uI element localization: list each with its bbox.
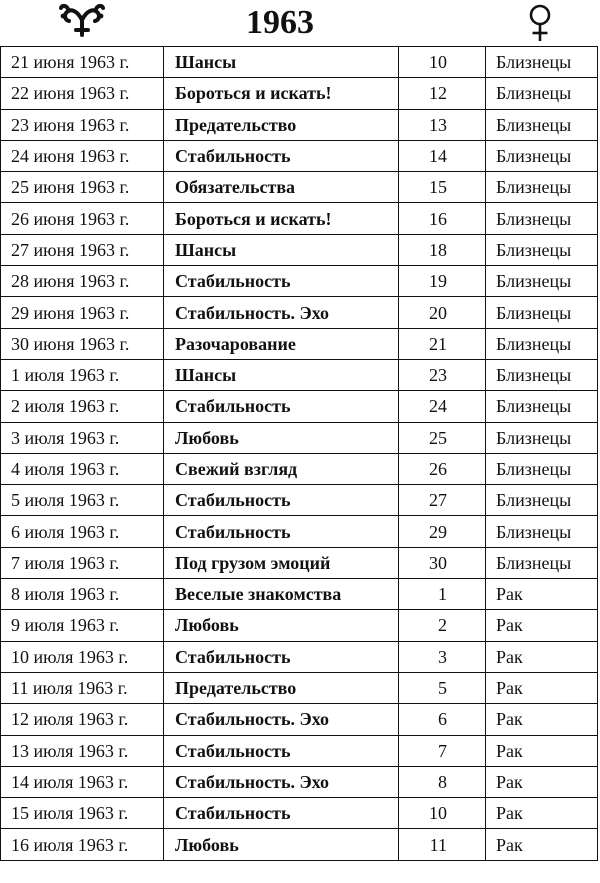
zodiac-sign-cell: Близнецы (486, 359, 598, 390)
number-cell: 25 (399, 422, 486, 453)
theme-cell: Стабильность (164, 798, 399, 829)
date-cell: 22 июня 1963 г. (1, 78, 164, 109)
theme-cell: Стабильность. Эхо (164, 297, 399, 328)
table-body (1, 47, 598, 861)
number-cell: 5 (399, 672, 486, 703)
number-cell: 10 (399, 798, 486, 829)
theme-cell: Разочарование (164, 328, 399, 359)
table-row (1, 672, 598, 703)
theme-cell: Предательство (164, 672, 399, 703)
table-row (1, 140, 598, 171)
date-cell: 7 июля 1963 г. (1, 547, 164, 578)
zodiac-sign-cell: Близнецы (486, 140, 598, 171)
date-cell: 8 июля 1963 г. (1, 579, 164, 610)
number-cell: 11 (399, 829, 486, 860)
number-cell: 30 (399, 547, 486, 578)
theme-cell: Свежий взгляд (164, 453, 399, 484)
date-cell: 28 июня 1963 г. (1, 266, 164, 297)
venus-icon (524, 3, 556, 43)
zodiac-sign-cell: Близнецы (486, 203, 598, 234)
date-cell: 5 июля 1963 г. (1, 485, 164, 516)
table-row (1, 766, 598, 797)
table-row (1, 78, 598, 109)
theme-cell: Стабильность (164, 641, 399, 672)
number-cell: 19 (399, 266, 486, 297)
date-cell: 13 июля 1963 г. (1, 735, 164, 766)
zodiac-sign-cell: Близнецы (486, 547, 598, 578)
number-cell: 1 (399, 579, 486, 610)
theme-cell: Стабильность. Эхо (164, 766, 399, 797)
table-row (1, 359, 598, 390)
zodiac-sign-cell: Рак (486, 766, 598, 797)
number-cell: 26 (399, 453, 486, 484)
zodiac-sign-cell: Близнецы (486, 78, 598, 109)
theme-cell: Стабильность (164, 735, 399, 766)
number-cell: 3 (399, 641, 486, 672)
theme-cell: Любовь (164, 829, 399, 860)
table-row (1, 422, 598, 453)
table-row (1, 516, 598, 547)
date-cell: 11 июля 1963 г. (1, 672, 164, 703)
number-cell: 14 (399, 140, 486, 171)
zodiac-sign-cell: Близнецы (486, 297, 598, 328)
zodiac-sign-cell: Близнецы (486, 172, 598, 203)
zodiac-sign-cell: Рак (486, 610, 598, 641)
table-row (1, 579, 598, 610)
theme-cell: Предательство (164, 109, 399, 140)
number-cell: 21 (399, 328, 486, 359)
theme-cell: Любовь (164, 422, 399, 453)
theme-cell: Стабильность (164, 140, 399, 171)
number-cell: 20 (399, 297, 486, 328)
number-cell: 6 (399, 704, 486, 735)
zodiac-sign-cell: Рак (486, 672, 598, 703)
table-row (1, 391, 598, 422)
theme-cell: Бороться и искать! (164, 203, 399, 234)
theme-cell: Стабильность (164, 391, 399, 422)
zodiac-sign-cell: Близнецы (486, 109, 598, 140)
date-cell: 4 июля 1963 г. (1, 453, 164, 484)
date-cell: 14 июля 1963 г. (1, 766, 164, 797)
number-cell: 8 (399, 766, 486, 797)
zodiac-sign-cell: Близнецы (486, 453, 598, 484)
page-title: 1963 (246, 4, 314, 41)
number-cell: 13 (399, 109, 486, 140)
number-cell: 18 (399, 234, 486, 265)
number-cell: 10 (399, 47, 486, 78)
table-row (1, 610, 598, 641)
zodiac-sign-cell: Рак (486, 829, 598, 860)
number-cell: 29 (399, 516, 486, 547)
theme-cell: Обязательства (164, 172, 399, 203)
number-cell: 2 (399, 610, 486, 641)
date-cell: 9 июля 1963 г. (1, 610, 164, 641)
date-cell: 15 июля 1963 г. (1, 798, 164, 829)
number-cell: 23 (399, 359, 486, 390)
header (0, 0, 600, 46)
theme-cell: Любовь (164, 610, 399, 641)
date-cell: 29 июня 1963 г. (1, 297, 164, 328)
zodiac-sign-cell: Рак (486, 641, 598, 672)
table-row (1, 704, 598, 735)
date-cell: 3 июля 1963 г. (1, 422, 164, 453)
zodiac-sign-cell: Близнецы (486, 422, 598, 453)
date-cell: 24 июня 1963 г. (1, 140, 164, 171)
table-row (1, 453, 598, 484)
theme-cell: Шансы (164, 234, 399, 265)
table-row (1, 735, 598, 766)
table-row (1, 297, 598, 328)
table-row (1, 829, 598, 860)
date-cell: 23 июня 1963 г. (1, 109, 164, 140)
table-row (1, 641, 598, 672)
table-row (1, 798, 598, 829)
date-cell: 25 июня 1963 г. (1, 172, 164, 203)
table-row (1, 234, 598, 265)
theme-cell: Стабильность (164, 266, 399, 297)
zodiac-sign-cell: Близнецы (486, 328, 598, 359)
theme-cell: Под грузом эмоций (164, 547, 399, 578)
number-cell: 12 (399, 78, 486, 109)
zodiac-sign-cell: Близнецы (486, 234, 598, 265)
zodiac-sign-cell: Близнецы (486, 266, 598, 297)
number-cell: 27 (399, 485, 486, 516)
theme-cell: Веселые знакомства (164, 579, 399, 610)
table-row (1, 47, 598, 78)
theme-cell: Бороться и искать! (164, 78, 399, 109)
theme-cell: Шансы (164, 359, 399, 390)
theme-cell: Стабильность (164, 516, 399, 547)
table-row (1, 172, 598, 203)
date-cell: 30 июня 1963 г. (1, 328, 164, 359)
theme-cell: Шансы (164, 47, 399, 78)
number-cell: 16 (399, 203, 486, 234)
theme-cell: Стабильность (164, 485, 399, 516)
date-cell: 2 июля 1963 г. (1, 391, 164, 422)
date-cell: 1 июля 1963 г. (1, 359, 164, 390)
number-cell: 7 (399, 735, 486, 766)
table-row (1, 547, 598, 578)
table-row (1, 328, 598, 359)
zodiac-sign-cell: Близнецы (486, 516, 598, 547)
table-row (1, 109, 598, 140)
number-cell: 24 (399, 391, 486, 422)
zodiac-sign-cell: Близнецы (486, 391, 598, 422)
date-cell: 12 июля 1963 г. (1, 704, 164, 735)
table-row (1, 266, 598, 297)
date-cell: 21 июня 1963 г. (1, 47, 164, 78)
zodiac-sign-cell: Близнецы (486, 485, 598, 516)
date-cell: 27 июня 1963 г. (1, 234, 164, 265)
date-cell: 6 июля 1963 г. (1, 516, 164, 547)
date-cell: 16 июля 1963 г. (1, 829, 164, 860)
zodiac-sign-cell: Рак (486, 798, 598, 829)
zodiac-sign-cell: Близнецы (486, 47, 598, 78)
number-cell: 15 (399, 172, 486, 203)
table-row (1, 203, 598, 234)
date-cell: 26 июня 1963 г. (1, 203, 164, 234)
zodiac-sign-cell: Рак (486, 579, 598, 610)
decorative-sign-icon (58, 3, 106, 39)
theme-cell: Стабильность. Эхо (164, 704, 399, 735)
date-cell: 10 июля 1963 г. (1, 641, 164, 672)
calendar-table (0, 46, 598, 861)
table-row (1, 485, 598, 516)
zodiac-sign-cell: Рак (486, 704, 598, 735)
zodiac-sign-cell: Рак (486, 735, 598, 766)
